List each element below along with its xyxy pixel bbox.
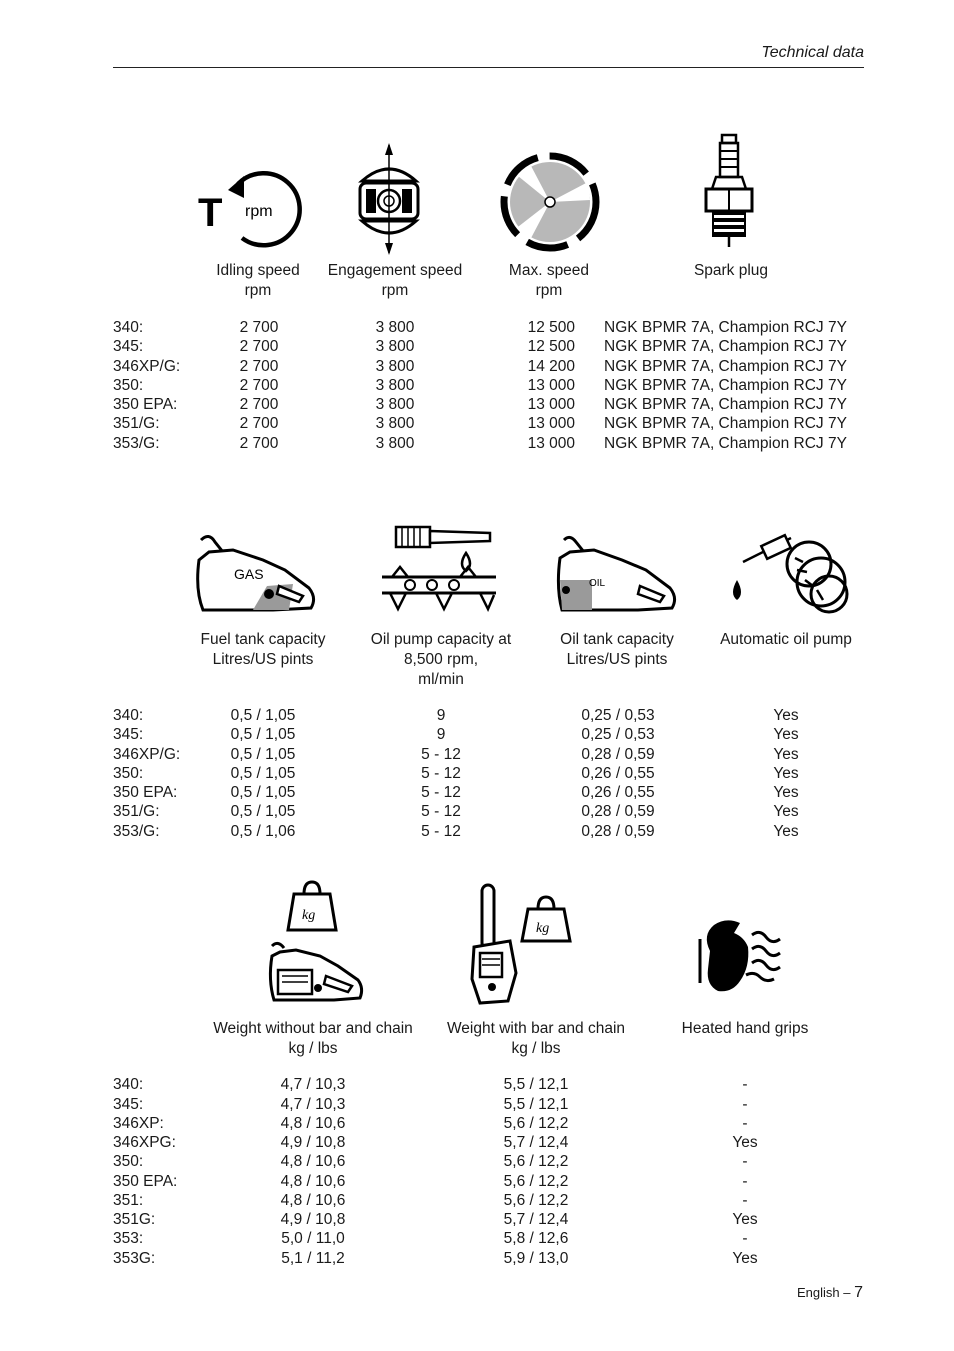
weight-with-value: 5,7 / 12,4 [503, 1134, 569, 1151]
engagement-value: 3 800 [375, 319, 415, 336]
model-label: 346XP: [113, 1115, 164, 1132]
idling-speed-icon [198, 168, 308, 248]
heated-grips-value: - [742, 1192, 748, 1209]
table-row [0, 726, 954, 746]
engagement-value: 3 800 [375, 435, 415, 452]
weight-with-value: 5,8 / 12,6 [503, 1230, 569, 1247]
heated-grips-value: - [742, 1173, 748, 1190]
caption-line: Oil tank capacity [560, 631, 674, 648]
weight-with-value: 5,5 / 12,1 [503, 1096, 569, 1113]
fuel-tank-value: 0,5 / 1,05 [230, 784, 296, 801]
idling-value: 2 700 [239, 338, 279, 355]
table-row [0, 415, 954, 435]
idling-value: 2 700 [239, 435, 279, 452]
oil-pump-value: 9 [436, 707, 446, 724]
engagement-value: 3 800 [375, 396, 415, 413]
heated-grips-value: - [742, 1096, 748, 1113]
caption-automatic-oil-pump [706, 630, 866, 650]
caption-line: kg / lbs [511, 1040, 561, 1057]
caption-max-speed [494, 261, 604, 301]
heated-grips-value: Yes [732, 1250, 758, 1267]
caption-spark-plug [671, 261, 791, 281]
oil-pump-value: 5 - 12 [421, 784, 461, 801]
table-row [0, 396, 954, 416]
auto-oil-pump-value: Yes [773, 746, 799, 763]
model-label: 351/G: [113, 415, 160, 432]
model-label: 351: [113, 1192, 144, 1209]
page-header-title: Technical data [761, 44, 864, 61]
weight-without-value: 4,9 / 10,8 [280, 1211, 346, 1228]
model-label: 351/G: [113, 803, 160, 820]
weight-without-value: 4,7 / 10,3 [280, 1076, 346, 1093]
idling-value: 2 700 [239, 377, 279, 394]
table-row [0, 358, 954, 378]
caption-oil-tank [547, 630, 687, 670]
caption-line: rpm [381, 282, 409, 299]
table-row [0, 1153, 954, 1173]
caption-line: Max. speed [508, 262, 590, 279]
engagement-value: 3 800 [375, 415, 415, 432]
oil-pump-value: 5 - 12 [421, 765, 461, 782]
caption-line: Fuel tank capacity [200, 631, 326, 648]
table-row [0, 746, 954, 766]
caption-oil-pump [356, 630, 526, 690]
weight-without-value: 5,0 / 11,0 [281, 1230, 345, 1247]
table-row [0, 1115, 954, 1135]
model-label: 353/G: [113, 435, 160, 452]
gas-icon-label: GAS [234, 566, 264, 582]
table-row [0, 1173, 954, 1193]
oil-pump-value: 5 - 12 [421, 823, 461, 840]
oil-tank-value: 0,25 / 0,53 [581, 707, 655, 724]
max-speed-value: 13 000 [527, 435, 575, 452]
weight-with-value: 5,6 / 12,2 [503, 1192, 569, 1209]
fuel-tank-value: 0,5 / 1,05 [230, 803, 296, 820]
weight-without-bar-icon [264, 880, 366, 1004]
fuel-tank-value: 0,5 / 1,06 [230, 823, 296, 840]
caption-line: Oil pump capacity at [370, 631, 512, 648]
auto-oil-pump-value: Yes [773, 707, 799, 724]
spark-plug-value: NGK BPMR 7A, Champion RCJ 7Y [604, 338, 847, 355]
table-row [0, 803, 954, 823]
table-row [0, 765, 954, 785]
weight-without-value: 4,7 / 10,3 [280, 1096, 346, 1113]
table-row [0, 823, 954, 843]
oil-pump-value: 5 - 12 [421, 803, 461, 820]
caption-line: Weight without bar and chain [213, 1020, 413, 1037]
table-row [0, 1250, 954, 1270]
caption-line: Litres/US pints [566, 651, 668, 668]
weight-with-value: 5,6 / 12,2 [503, 1115, 569, 1132]
weight-with-value: 5,9 / 13,0 [503, 1250, 569, 1267]
fuel-tank-value: 0,5 / 1,05 [230, 726, 296, 743]
oil-tank-value: 0,26 / 0,55 [581, 784, 655, 801]
model-label: 345: [113, 1096, 144, 1113]
caption-line: 8,500 rpm, [403, 651, 479, 668]
model-label: 350 EPA: [113, 396, 178, 413]
caption-line: Spark plug [693, 262, 769, 279]
heated-grips-icon [696, 915, 786, 995]
oil-tank-value: 0,25 / 0,53 [581, 726, 655, 743]
caption-fuel-tank [188, 630, 338, 670]
table-row [0, 707, 954, 727]
weight-with-value: 5,5 / 12,1 [503, 1076, 569, 1093]
table-row [0, 435, 954, 455]
page-footer [700, 1284, 863, 1302]
model-label: 346XP/G: [113, 358, 181, 375]
idling-value: 2 700 [239, 415, 279, 432]
auto-oil-pump-value: Yes [773, 784, 799, 801]
oil-tank-icon [556, 532, 680, 614]
rpm-icon-label: rpm [245, 203, 273, 220]
spark-plug-value: NGK BPMR 7A, Champion RCJ 7Y [604, 319, 847, 336]
caption-line: ml/min [418, 671, 464, 688]
oil-tank-value: 0,28 / 0,59 [581, 823, 655, 840]
idling-value: 2 700 [239, 319, 279, 336]
spark-plug-value: NGK BPMR 7A, Champion RCJ 7Y [604, 415, 847, 432]
table-row [0, 1192, 954, 1212]
oil-pump-value: 9 [436, 726, 446, 743]
oil-pump-value: 5 - 12 [421, 746, 461, 763]
caption-line: Weight with bar and chain [446, 1020, 626, 1037]
table-row [0, 319, 954, 339]
engagement-speed-icon [354, 143, 424, 255]
model-label: 350: [113, 377, 144, 394]
caption-line: Engagement speed [327, 262, 463, 279]
weight-without-value: 4,9 / 10,8 [280, 1134, 346, 1151]
fuel-tank-value: 0,5 / 1,05 [230, 765, 296, 782]
max-speed-value: 13 000 [527, 377, 575, 394]
spark-plug-value: NGK BPMR 7A, Champion RCJ 7Y [604, 377, 847, 394]
table-row [0, 1211, 954, 1231]
auto-oil-pump-value: Yes [773, 726, 799, 743]
max-speed-value: 12 500 [527, 338, 575, 355]
caption-engagement-speed [320, 261, 470, 301]
model-label: 350: [113, 1153, 144, 1170]
model-label: 340: [113, 707, 144, 724]
table-row [0, 1076, 954, 1096]
spark-plug-value: NGK BPMR 7A, Champion RCJ 7Y [604, 435, 847, 452]
weight-without-value: 4,8 / 10,6 [280, 1192, 346, 1209]
caption-weight-without-bar [198, 1019, 428, 1059]
footer-language: English – [796, 1285, 851, 1300]
engagement-value: 3 800 [375, 358, 415, 375]
weight-without-value: 5,1 / 11,2 [281, 1250, 345, 1267]
model-label: 353G: [113, 1250, 156, 1267]
spark-plug-icon [700, 133, 758, 251]
model-label: 350 EPA: [113, 784, 178, 801]
spark-plug-value: NGK BPMR 7A, Champion RCJ 7Y [604, 396, 847, 413]
model-label: 345: [113, 338, 144, 355]
caption-line: Litres/US pints [212, 651, 314, 668]
max-speed-value: 13 000 [527, 396, 575, 413]
model-label: 353/G: [113, 823, 160, 840]
model-label: 351G: [113, 1211, 156, 1228]
oil-tank-value: 0,28 / 0,59 [581, 803, 655, 820]
table-row [0, 784, 954, 804]
weight-with-value: 5,6 / 12,2 [503, 1153, 569, 1170]
engagement-value: 3 800 [375, 338, 415, 355]
heated-grips-value: Yes [732, 1134, 758, 1151]
oil-icon-label: OIL [589, 578, 606, 589]
max-speed-value: 13 000 [527, 415, 575, 432]
model-label: 353: [113, 1230, 144, 1247]
weight-with-value: 5,7 / 12,4 [503, 1211, 569, 1228]
weight-with-value: 5,6 / 12,2 [503, 1173, 569, 1190]
kg-icon-label: kg [302, 908, 316, 923]
fuel-tank-value: 0,5 / 1,05 [230, 707, 296, 724]
heated-grips-value: - [742, 1230, 748, 1247]
engagement-value: 3 800 [375, 377, 415, 394]
max-speed-icon [500, 152, 600, 252]
model-label: 346XPG: [113, 1134, 176, 1151]
oil-tank-value: 0,26 / 0,55 [581, 765, 655, 782]
caption-weight-with-bar [431, 1019, 641, 1059]
caption-line: Automatic oil pump [720, 631, 852, 648]
fuel-tank-icon [193, 530, 319, 614]
model-label: 346XP/G: [113, 746, 181, 763]
idling-value: 2 700 [239, 358, 279, 375]
max-speed-value: 12 500 [527, 319, 575, 336]
caption-line: rpm [535, 282, 563, 299]
fuel-tank-value: 0,5 / 1,05 [230, 746, 296, 763]
weight-without-value: 4,8 / 10,6 [280, 1173, 346, 1190]
auto-oil-pump-value: Yes [773, 803, 799, 820]
caption-line: Heated hand grips [681, 1020, 809, 1037]
weight-without-value: 4,8 / 10,6 [280, 1153, 346, 1170]
heated-grips-value: - [742, 1153, 748, 1170]
caption-heated-grips [665, 1019, 825, 1039]
heated-grips-value: - [742, 1076, 748, 1093]
model-label: 345: [113, 726, 144, 743]
oil-tank-value: 0,28 / 0,59 [581, 746, 655, 763]
page-number: 7 [854, 1284, 863, 1301]
oil-pump-icon [380, 523, 500, 615]
spark-plug-value: NGK BPMR 7A, Champion RCJ 7Y [604, 358, 847, 375]
table-row [0, 1134, 954, 1154]
idling-value: 2 700 [239, 396, 279, 413]
model-label: 340: [113, 319, 144, 336]
table-row [0, 338, 954, 358]
heated-grips-value: - [742, 1115, 748, 1132]
kg-icon-label: kg [536, 921, 550, 936]
auto-oil-pump-value: Yes [773, 765, 799, 782]
svg-text:T: T [198, 191, 223, 235]
model-label: 350 EPA: [113, 1173, 178, 1190]
table-row [0, 377, 954, 397]
max-speed-value: 14 200 [527, 358, 575, 375]
caption-line: Idling speed [216, 262, 300, 279]
caption-idling-speed [193, 261, 323, 301]
header-rule [113, 67, 864, 68]
weight-without-value: 4,8 / 10,6 [280, 1115, 346, 1132]
model-label: 340: [113, 1076, 144, 1093]
weight-with-bar-icon [470, 883, 574, 1005]
table-row [0, 1230, 954, 1250]
model-label: 350: [113, 765, 144, 782]
heated-grips-value: Yes [732, 1211, 758, 1228]
auto-oil-pump-value: Yes [773, 823, 799, 840]
automatic-oil-pump-icon [725, 528, 851, 618]
caption-line: kg / lbs [288, 1040, 338, 1057]
table-row [0, 1096, 954, 1116]
caption-line: rpm [244, 282, 272, 299]
